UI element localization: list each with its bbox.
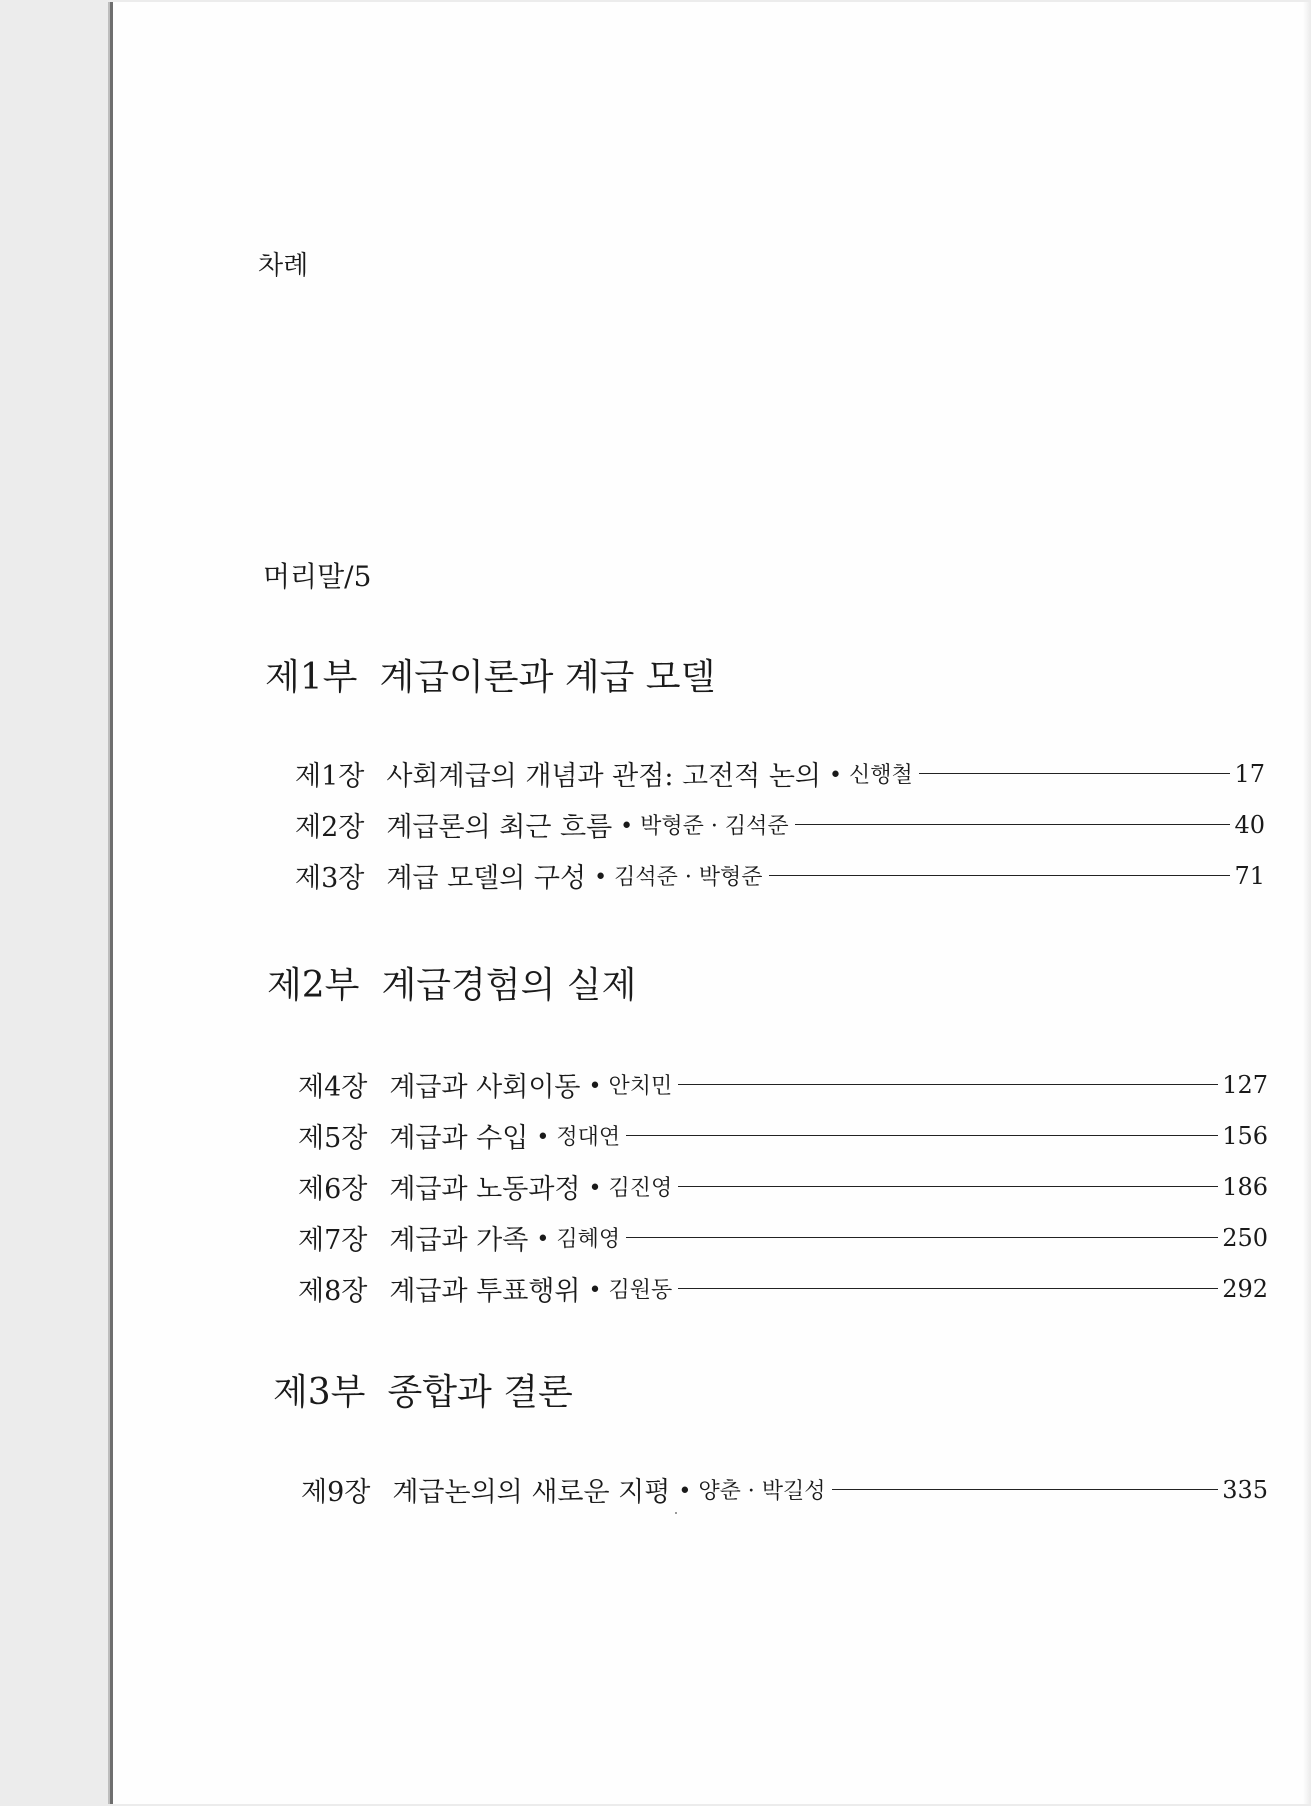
toc-entry[interactable] [295, 856, 1265, 895]
dot-leader [678, 1288, 1218, 1289]
chapter-title: 계급과 가족 [389, 1225, 529, 1256]
toc-entry[interactable] [295, 754, 1265, 793]
page-number: 186 [1222, 1172, 1268, 1201]
page-number: 156 [1222, 1121, 1268, 1150]
chapter-title: 계급과 수입 [389, 1123, 529, 1154]
chapter-author: • 안치민 [588, 1074, 673, 1099]
part-number: 제1부 [265, 657, 358, 698]
part-3-heading [273, 1364, 573, 1415]
toc-entry[interactable] [298, 1116, 1268, 1155]
page-number: 127 [1222, 1070, 1268, 1099]
toc-entry[interactable] [298, 1269, 1268, 1308]
part-2-heading [267, 957, 636, 1008]
page-number: 17 [1234, 759, 1265, 788]
part-1-heading [265, 649, 715, 700]
chapter-title: 계급론의 최근 흐름 [386, 812, 613, 843]
chapter-author: • 정대연 [536, 1125, 621, 1150]
chapter-title: 계급과 노동과정 [389, 1174, 581, 1205]
toc-entry[interactable] [295, 805, 1265, 844]
dot-leader [678, 1084, 1218, 1085]
chapter-author: • 김원동 [588, 1278, 673, 1303]
part-title: 계급이론과 계급 모델 [379, 657, 716, 698]
chapter-number: 제8장 [298, 1276, 368, 1307]
chapter-author: • 김진영 [588, 1176, 673, 1201]
chapter-number: 제5장 [298, 1123, 368, 1154]
book-page [110, 2, 1311, 1804]
dot-leader [795, 824, 1231, 825]
dot-leader [769, 875, 1231, 876]
dot-leader [919, 773, 1231, 774]
page-number: 250 [1222, 1223, 1268, 1252]
dot-leader [626, 1237, 1218, 1238]
part-number: 제2부 [267, 965, 360, 1006]
page-number: 292 [1222, 1274, 1268, 1303]
page-number: 71 [1234, 861, 1265, 890]
page-number: 335 [1222, 1475, 1268, 1504]
page-number: 40 [1234, 810, 1265, 839]
chapter-number: 제1장 [295, 761, 365, 792]
toc-entry[interactable] [298, 1218, 1268, 1257]
chapter-title: 계급 모델의 구성 [386, 863, 587, 894]
dot-leader [832, 1489, 1219, 1490]
toc-heading: 차례 [258, 251, 309, 281]
chapter-title: 사회계급의 개념과 관점: 고전적 논의 [386, 761, 821, 792]
part-title: 계급경험의 실제 [381, 965, 637, 1006]
dot-leader [678, 1186, 1218, 1187]
page-edge-shadow [1303, 2, 1311, 1804]
chapter-title: 계급과 투표행위 [389, 1276, 581, 1307]
chapter-author: • 신행철 [829, 763, 913, 788]
part-number: 제3부 [273, 1372, 366, 1413]
chapter-number: 제2장 [295, 812, 365, 843]
toc-entry[interactable] [298, 1065, 1268, 1104]
preface-entry: 머리말/5 [263, 560, 372, 593]
chapter-number: 제9장 [301, 1477, 371, 1508]
chapter-number: 제7장 [298, 1225, 368, 1256]
chapter-number: 제6장 [298, 1174, 368, 1205]
part-title: 종합과 결론 [387, 1372, 573, 1413]
chapter-author: • 양춘 · 박길성 [678, 1479, 826, 1504]
chapter-number: 제4장 [298, 1072, 368, 1103]
chapter-title: 계급논의의 새로운 지평 [392, 1477, 671, 1508]
chapter-author: • 김혜영 [536, 1227, 621, 1252]
chapter-title: 계급과 사회이동 [389, 1072, 581, 1103]
toc-entry[interactable] [298, 1167, 1268, 1206]
toc-entry[interactable] [301, 1470, 1268, 1509]
chapter-author: • 김석준 · 박형준 [594, 865, 763, 890]
dot-leader [626, 1135, 1218, 1136]
chapter-author: • 박형준 · 김석준 [620, 814, 789, 839]
chapter-number: 제3장 [295, 863, 365, 894]
print-speck [675, 1512, 677, 1514]
